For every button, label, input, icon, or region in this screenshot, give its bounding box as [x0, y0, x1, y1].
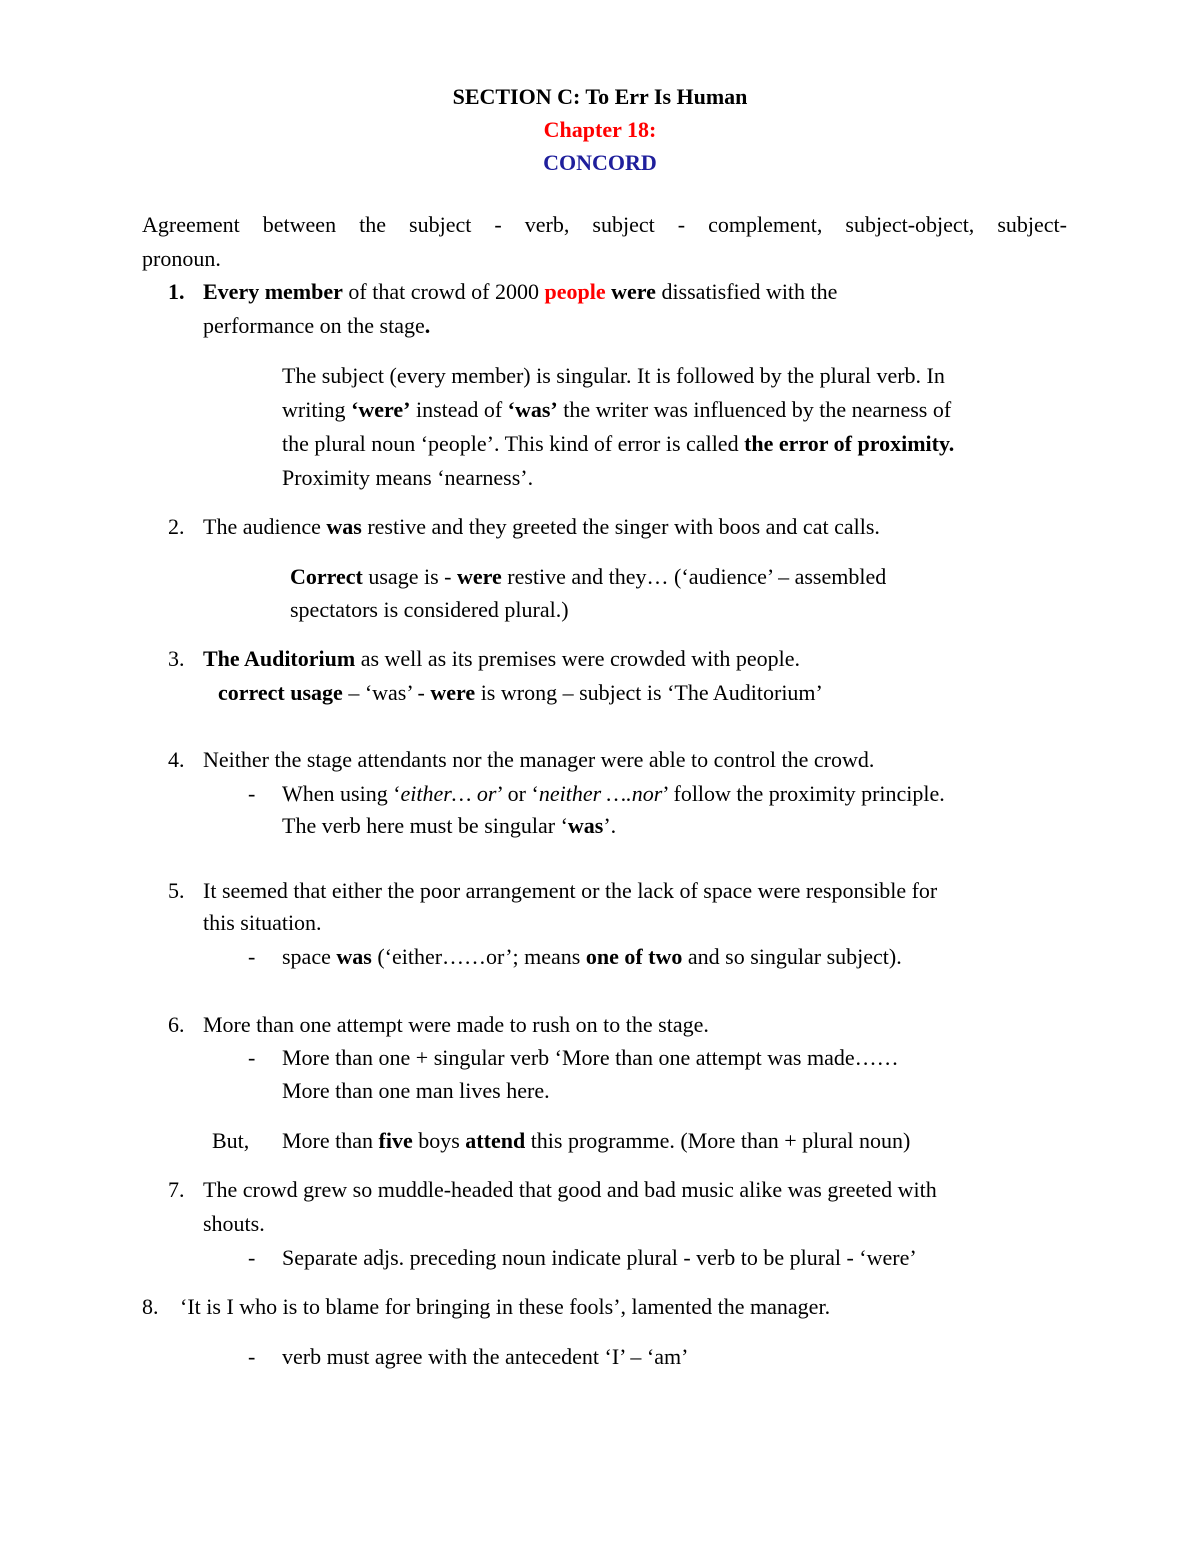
item-3-note-1: correct usage – ‘was’ - were is wrong – subject is ‘The Auditorium’ — [218, 680, 823, 705]
item-6-but: But, — [212, 1128, 250, 1153]
item-6-note-2: More than one man lives here. — [282, 1078, 550, 1103]
item-6-sentence: More than one attempt were made to rush on to the stage. — [203, 1012, 709, 1037]
intro-line-1: Agreement between the subject - verb, subject - complement, subject-object, subject- — [142, 212, 1067, 237]
item-4-dash: - — [248, 781, 256, 806]
item-4-note-1: When using ‘either… or’ or ‘neither ….nor’ follow the proximity principle. — [282, 781, 945, 806]
section-heading: SECTION C: To Err Is Human — [452, 84, 748, 109]
item-6-number: 6. — [168, 1012, 185, 1037]
item-6-dash: - — [248, 1045, 256, 1070]
item-8-number: 8. — [142, 1294, 159, 1319]
item-8-sentence: ‘It is I who is to blame for bringing in these fools’, lamented the manager. — [180, 1294, 831, 1319]
item-8-note-1: verb must agree with the antecedent ‘I’ – ‘am’ — [282, 1344, 689, 1369]
item-5-note-1: space was (‘either……or’; means one of two and so singular subject). — [282, 944, 902, 969]
item-1-sentence-cont: performance on the stage. — [203, 313, 431, 338]
item-5-number: 5. — [168, 878, 185, 903]
item-4-sentence: Neither the stage attendants nor the manager were able to control the crowd. — [203, 747, 875, 772]
item-2-note-1: Correct usage is - were restive and they… (‘audience’ – assembled — [290, 564, 887, 589]
item-7-dash: - — [248, 1245, 256, 1270]
item-1-note-2: writing ‘were’ instead of ‘was’ the writer was influenced by the nearness of — [282, 397, 952, 422]
item-1-note-1: The subject (every member) is singular. It is followed by the plural verb. In — [282, 363, 945, 388]
item-2-sentence: The audience was restive and they greeted the singer with boos and cat calls. — [203, 514, 880, 539]
item-7-sentence-cont: shouts. — [203, 1211, 265, 1236]
item-5-dash: - — [248, 944, 256, 969]
item-4-number: 4. — [168, 747, 185, 772]
item-2-note-2: spectators is considered plural.) — [290, 597, 569, 622]
item-5-sentence: It seemed that either the poor arrangement or the lack of space were responsible for — [203, 878, 938, 903]
item-8-dash: - — [248, 1344, 256, 1369]
item-7-number: 7. — [168, 1177, 185, 1202]
page-title: CONCORD — [543, 150, 657, 175]
item-4-note-2: The verb here must be singular ‘was’. — [282, 813, 617, 838]
intro-line-2: pronoun. — [142, 246, 221, 271]
item-6-note-3: More than five boys attend this programme. (More than + plural noun) — [282, 1128, 911, 1153]
item-6-note-1: More than one + singular verb ‘More than one attempt was made…… — [282, 1045, 899, 1070]
item-3-number: 3. — [168, 646, 185, 671]
item-2-number: 2. — [168, 514, 185, 539]
item-1-note-3: the plural noun ‘people’. This kind of error is called the error of proximity. — [282, 431, 955, 456]
item-1-note-4: Proximity means ‘nearness’. — [282, 465, 534, 490]
chapter-heading: Chapter 18: — [543, 117, 657, 142]
item-1-number: 1. — [168, 279, 185, 304]
item-1-sentence: Every member of that crowd of 2000 people were dissatisfied with the — [203, 279, 838, 304]
item-3-sentence: The Auditorium as well as its premises were crowded with people. — [203, 646, 800, 671]
item-7-note-1: Separate adjs. preceding noun indicate plural - verb to be plural - ‘were’ — [282, 1245, 917, 1270]
item-7-sentence: The crowd grew so muddle-headed that good and bad music alike was greeted with — [203, 1177, 937, 1202]
item-5-sentence-cont: this situation. — [203, 910, 322, 935]
